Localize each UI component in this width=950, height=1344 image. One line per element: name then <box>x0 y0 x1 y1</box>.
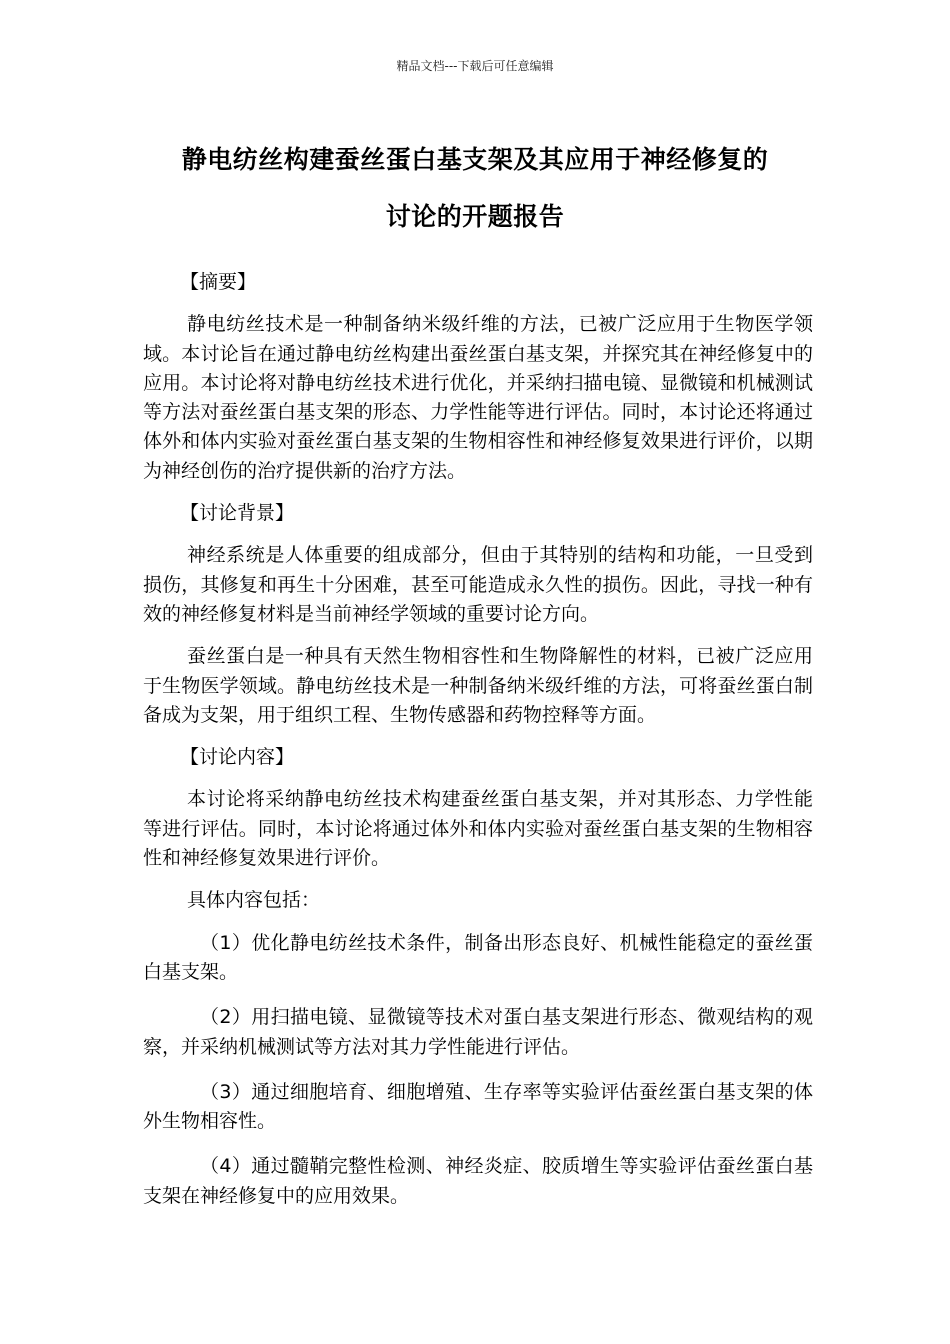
abstract-paragraph: 静电纺丝技术是一种制备纳米级纤维的方法，已被广泛应用于生物医学领域。本讨论旨在通过静电纺丝构建出蚕丝蛋白基支架，并探究其在神经修复中的应用。本讨论将对静电纺丝技术进行优化，并采纳扫描电镜、显微镜和机械测试等方法对蚕丝蛋白基支架的形态、力学性能等进行评估。同时，本讨论还将通过体外和体内实验对蚕丝蛋白基支架的生物相容性和神经修复效果进行评价，以期为神经创伤的治疗提供新的治疗方法。 <box>143 313 813 482</box>
section-heading-content: 【讨论内容】 <box>180 746 295 769</box>
section-heading-abstract: 【摘要】 <box>180 271 257 293</box>
document-title-line-1: 静电纺丝构建蚕丝蛋白基支架及其应用于神经修复的 <box>181 145 769 174</box>
document-title-line-2: 讨论的开题报告 <box>385 202 565 231</box>
background-paragraph-1: 神经系统是人体重要的组成部分，但由于其特别的结构和功能，一旦受到损伤，其修复和再生十分困难，甚至可能造成永久性的损伤。因此，寻找一种有效的神经修复材料是当前神经学领域的重要讨论方向。 <box>143 544 813 625</box>
content-lead: 具体内容包括： <box>187 889 321 912</box>
document-body <box>143 268 813 1227</box>
page-header: 精品文档---下载后可任意编辑 <box>396 59 554 73</box>
content-paragraph: 本讨论将采纳静电纺丝技术构建蚕丝蛋白基支架，并对其形态、力学性能等进行评估。同时，本讨论将通过体外和体内实验对蚕丝蛋白基支架的生物相容性和神经修复效果进行评价。 <box>143 788 813 870</box>
content-list-item: （1）优化静电纺丝技术条件，制备出形态良好、机械性能稳定的蚕丝蛋白基支架。 <box>143 931 813 983</box>
content-list-item: （4）通过髓鞘完整性检测、神经炎症、胶质增生等实验评估蚕丝蛋白基支架在神经修复中的应用效果。 <box>143 1155 813 1207</box>
section-heading-background: 【讨论背景】 <box>180 502 295 525</box>
background-paragraph-2: 蚕丝蛋白是一种具有天然生物相容性和生物降解性的材料，已被广泛应用于生物医学领域。静电纺丝技术是一种制备纳米级纤维的方法，可将蚕丝蛋白制备成为支架，用于组织工程、生物传感器和药物控释等方面。 <box>143 645 813 726</box>
content-list-item: （2）用扫描电镜、显微镜等技术对蛋白基支架进行形态、微观结构的观察，并采纳机械测试等方法对其力学性能进行评估。 <box>143 1006 813 1058</box>
content-list-item: （3）通过细胞培育、细胞增殖、生存率等实验评估蚕丝蛋白基支架的体外生物相容性。 <box>143 1080 813 1133</box>
